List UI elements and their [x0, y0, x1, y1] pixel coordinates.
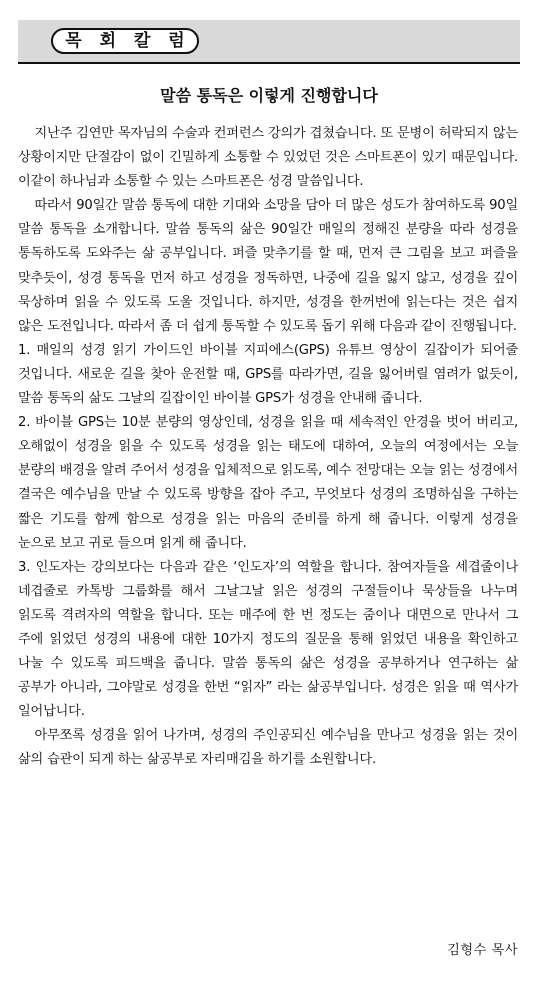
- author-signature: 김형수 목사: [447, 943, 518, 958]
- paragraph-point-2: 2. 바이블 GPS는 10분 분량의 영상인데, 성경을 읽을 때 세속적인 안경을 벗어 버리고, 오해없이 성경을 읽을 수 있도록 성경을 읽는 태도에 대하여, 오늘의 여정에서는 오늘 분량의 배경을 알려 주어서 성경을 입체적으로 읽도록, 예수 전망대는 오늘 읽는 성경에서 결국은 예수님을 만날 수 있도록 방향을 잡아 주고, 무엇보다 성경의 조명하심을 구하는 짧은 기도를 함께 함으로 성경을 읽는 마음의 준비를 하게 해 줍니다. 이렇게 성경을 눈으로 보고 귀로 들으며 읽게 해 줍니다.: [18, 415, 518, 551]
- article-body: [18, 122, 518, 773]
- column-label-badge: 목 회 칼 럼: [51, 28, 199, 54]
- paragraph-intro: 지난주 김연만 목자님의 수술과 컨퍼런스 강의가 겹쳤습니다. 또 문병이 허락되지 않는 상황이지만 단절감이 없이 긴밀하게 소통할 수 있었던 것은 스마트폰이 있기 때문입니다. 이같이 하나님과 소통할 수 있는 스마트폰은 성경 말씀입니다.: [18, 126, 518, 190]
- article-title: 말씀 통독은 이렇게 진행합니다: [160, 86, 378, 105]
- paragraph-closing: 아무쪼록 성경을 읽어 나가며, 성경의 주인공되신 예수님을 만나고 성경을 읽는 것이 삶의 습관이 되게 하는 삶공부로 자리매김을 하기를 소원합니다.: [18, 728, 518, 768]
- paragraph-point-1: 1. 매일의 성경 읽기 가이드인 바이블 지피에스(GPS) 유튜브 영상이 길잡이가 되어줄 것입니다. 새로운 길을 찾아 운전할 때, GPS를 따라가면, 길을 잃어버릴 염려가 없듯이, 말씀 통독의 삶도 그날의 길잡이인 바이블 GPS가 성경을 안내해 줍니다.: [18, 342, 518, 407]
- paragraph-overview: 따라서 90일간 말씀 통독에 대한 기대와 소망을 담아 더 많은 성도가 참여하도록 90일 말씀 통독을 소개합니다. 말씀 통독의 삶은 90일간 매일의 정해진 분량을 따라 성경을 통독하도록 도와주는 삶 공부입니다. 퍼즐 맞추기를 할 때, 먼저 큰 그림을 보고 퍼즐을 맞추듯이, 성경 통독을 먼저 하고 성경을 정독하면, 나중에 길을 잃지 않고, 성경을 깊이 묵상하며 읽을 수 있도록 도울 것입니다. 하지만, 성경을 한꺼번에 읽는다는 것은 쉽지 않은 도전입니다. 따라서 좀 더 쉽게 통독할 수 있도록 돕기 위해 다음과 같이 진행됩니다.: [18, 198, 518, 334]
- column-header-bar: [18, 20, 520, 64]
- paragraph-point-3: 3. 인도자는 강의보다는 다음과 같은 ‘인도자’의 역할을 합니다. 참여자들을 세겹줄이나 네겹줄로 카톡방 그룹화를 해서 그날그날 읽은 성경의 구절들이나 묵상들을 나누며 읽도록 격려자의 역할을 합니다. 또는 매주에 한 번 정도는 줌이나 대면으로 만나서 그 주에 읽었던 성경의 내용에 대한 10가지 정도의 질문을 통해 읽었던 내용을 확인하고 나눌 수 있도록 피드백을 줍니다. 말씀 통독의 삶은 성경을 공부하거나 연구하는 삶 공부가 아니라, 그야말로 성경을 한번 “읽자” 라는 삶공부입니다. 성경은 읽을 때 역사가 일어납니다.: [18, 559, 518, 720]
